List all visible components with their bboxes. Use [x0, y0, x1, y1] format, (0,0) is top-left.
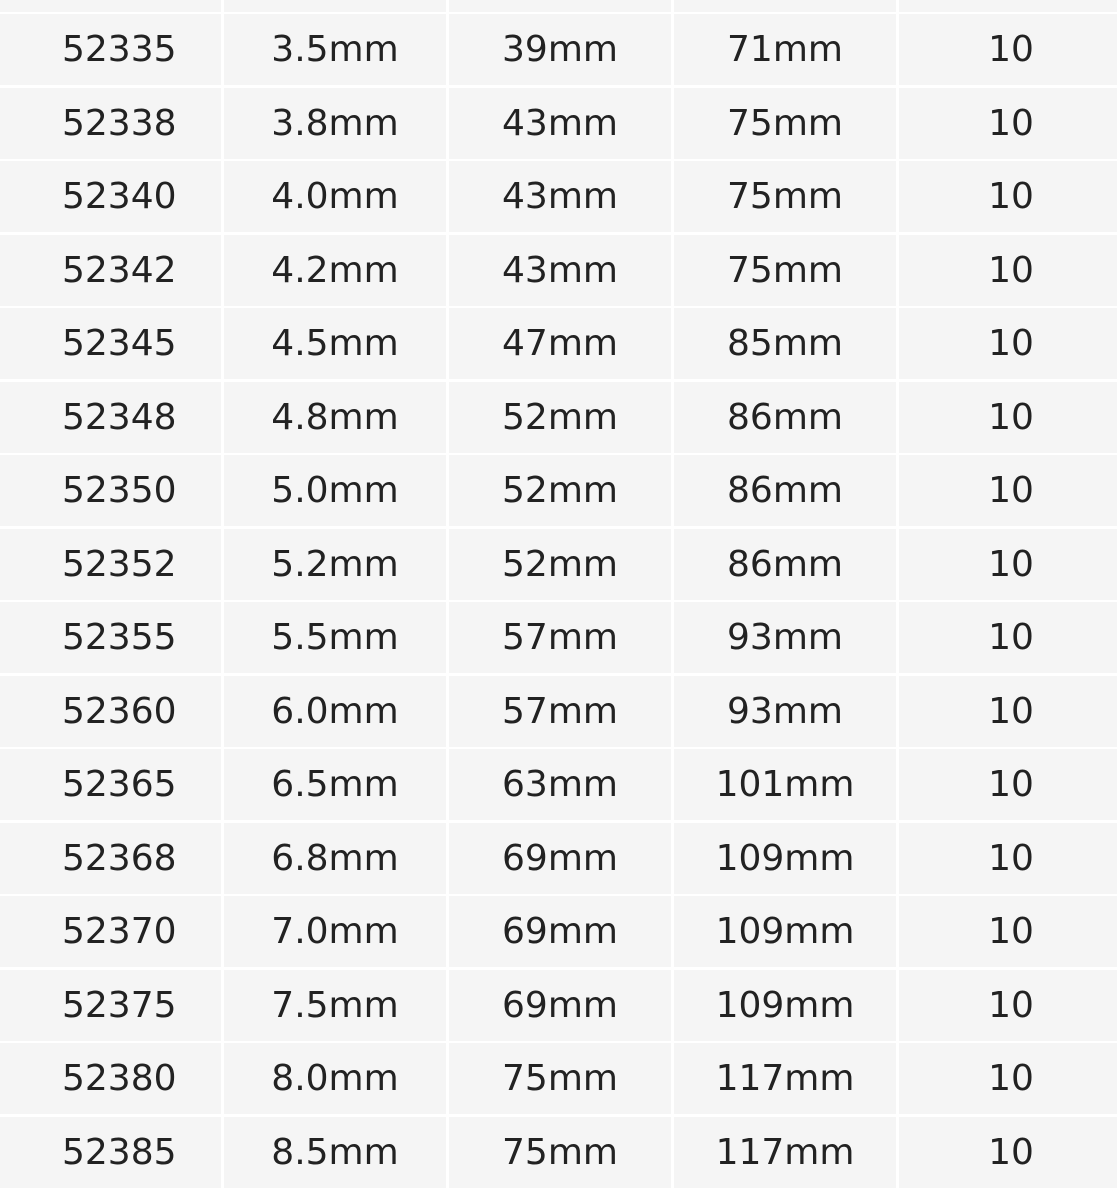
quantity-cell: 10 [899, 235, 1117, 306]
item-code-cell: 52342 [0, 235, 221, 306]
overall-length-cell: 93mm [674, 602, 896, 673]
flute-length-cell: 52mm [449, 529, 671, 600]
quantity-cell: 10 [899, 161, 1117, 232]
table-row [0, 14, 1117, 85]
overall-length-cell: 86mm [674, 382, 896, 453]
quantity-cell: 10 [899, 896, 1117, 967]
item-code-cell: 52350 [0, 455, 221, 526]
item-code-cell: 52380 [0, 1043, 221, 1114]
diameter-cell: 4.2mm [224, 235, 446, 306]
item-code-cell: 52365 [0, 749, 221, 820]
overall-length-cell: 86mm [674, 529, 896, 600]
quantity-cell: 10 [899, 823, 1117, 894]
diameter-cell: 6.0mm [224, 676, 446, 747]
quantity-cell: 10 [899, 1043, 1117, 1114]
flute-length-cell: 52mm [449, 382, 671, 453]
flute-length-cell: 43mm [449, 161, 671, 232]
table-row [0, 676, 1117, 747]
flute-length-cell: 69mm [449, 970, 671, 1041]
item-code-cell: 52348 [0, 382, 221, 453]
table-row [0, 1117, 1117, 1188]
flute-length-cell: 57mm [449, 676, 671, 747]
diameter-cell: 4.8mm [224, 382, 446, 453]
table-row [0, 896, 1117, 967]
flute-length-cell: 47mm [449, 308, 671, 379]
overall-length-cell: 109mm [674, 970, 896, 1041]
table-row [0, 970, 1117, 1041]
top-strip-cell [0, 0, 221, 12]
overall-length-cell: 117mm [674, 1117, 896, 1188]
quantity-cell: 10 [899, 14, 1117, 85]
table-row [0, 382, 1117, 453]
table-row [0, 455, 1117, 526]
overall-length-cell: 71mm [674, 14, 896, 85]
quantity-cell: 10 [899, 970, 1117, 1041]
diameter-cell: 7.0mm [224, 896, 446, 967]
table-row [0, 823, 1117, 894]
flute-length-cell: 43mm [449, 235, 671, 306]
quantity-cell: 10 [899, 602, 1117, 673]
top-strip-cell [449, 0, 671, 12]
overall-length-cell: 75mm [674, 161, 896, 232]
table-row [0, 308, 1117, 379]
flute-length-cell: 75mm [449, 1043, 671, 1114]
overall-length-cell: 85mm [674, 308, 896, 379]
top-strip-cell [674, 0, 896, 12]
quantity-cell: 10 [899, 529, 1117, 600]
flute-length-cell: 75mm [449, 1117, 671, 1188]
overall-length-cell: 109mm [674, 823, 896, 894]
diameter-cell: 6.8mm [224, 823, 446, 894]
diameter-cell: 8.5mm [224, 1117, 446, 1188]
flute-length-cell: 52mm [449, 455, 671, 526]
item-code-cell: 52385 [0, 1117, 221, 1188]
item-code-cell: 52335 [0, 14, 221, 85]
item-code-cell: 52375 [0, 970, 221, 1041]
diameter-cell: 5.2mm [224, 529, 446, 600]
top-strip-cell [224, 0, 446, 12]
diameter-cell: 6.5mm [224, 749, 446, 820]
flute-length-cell: 57mm [449, 602, 671, 673]
item-code-cell: 52355 [0, 602, 221, 673]
quantity-cell: 10 [899, 382, 1117, 453]
quantity-cell: 10 [899, 455, 1117, 526]
overall-length-cell: 75mm [674, 88, 896, 159]
item-code-cell: 52368 [0, 823, 221, 894]
table-row [0, 1043, 1117, 1114]
diameter-cell: 4.0mm [224, 161, 446, 232]
top-strip-cell [899, 0, 1117, 12]
diameter-cell: 3.5mm [224, 14, 446, 85]
table-body [0, 14, 1117, 1190]
table-row [0, 602, 1117, 673]
flute-length-cell: 63mm [449, 749, 671, 820]
quantity-cell: 10 [899, 676, 1117, 747]
item-code-cell: 52345 [0, 308, 221, 379]
table-row [0, 749, 1117, 820]
flute-length-cell: 43mm [449, 88, 671, 159]
diameter-cell: 7.5mm [224, 970, 446, 1041]
table-row [0, 529, 1117, 600]
item-code-cell: 52370 [0, 896, 221, 967]
diameter-cell: 4.5mm [224, 308, 446, 379]
overall-length-cell: 93mm [674, 676, 896, 747]
overall-length-cell: 101mm [674, 749, 896, 820]
table-row [0, 88, 1117, 159]
quantity-cell: 10 [899, 308, 1117, 379]
item-code-cell: 52340 [0, 161, 221, 232]
flute-length-cell: 39mm [449, 14, 671, 85]
diameter-cell: 3.8mm [224, 88, 446, 159]
diameter-cell: 5.0mm [224, 455, 446, 526]
diameter-cell: 5.5mm [224, 602, 446, 673]
item-code-cell: 52352 [0, 529, 221, 600]
overall-length-cell: 109mm [674, 896, 896, 967]
overall-length-cell: 117mm [674, 1043, 896, 1114]
item-code-cell: 52338 [0, 88, 221, 159]
diameter-cell: 8.0mm [224, 1043, 446, 1114]
quantity-cell: 10 [899, 1117, 1117, 1188]
overall-length-cell: 86mm [674, 455, 896, 526]
table-row [0, 235, 1117, 306]
flute-length-cell: 69mm [449, 896, 671, 967]
overall-length-cell: 75mm [674, 235, 896, 306]
quantity-cell: 10 [899, 749, 1117, 820]
item-code-cell: 52360 [0, 676, 221, 747]
flute-length-cell: 69mm [449, 823, 671, 894]
table-top-strip [0, 0, 1117, 12]
table-row [0, 161, 1117, 232]
quantity-cell: 10 [899, 88, 1117, 159]
